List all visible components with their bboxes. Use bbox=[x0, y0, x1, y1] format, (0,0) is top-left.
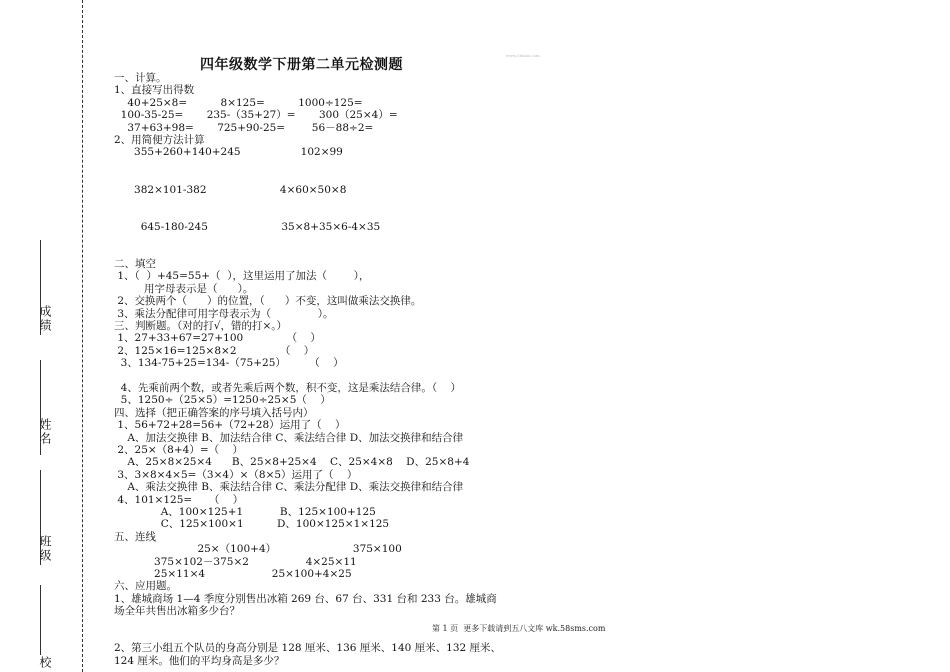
cut-line bbox=[82, 0, 83, 672]
school-underline bbox=[40, 585, 41, 655]
text-line: 40+25×8= 8×125= 1000÷125= bbox=[114, 96, 363, 109]
text-line: 3、乘法分配律可用字母表示为（ ）。 bbox=[114, 307, 334, 320]
text-line: 场全年共售出冰箱多少台？ bbox=[114, 605, 240, 618]
watermark: www.58sms.com bbox=[506, 53, 540, 58]
binding-margin bbox=[0, 0, 90, 672]
page-footer: 第 1 页 更多下载请到五八文库 wk.58sms.com bbox=[432, 624, 606, 633]
text-line: 四、选择（把正确答案的序号填入括号内） bbox=[114, 406, 314, 419]
text-line: A、100×125+1 B、125×100+125 bbox=[114, 506, 376, 518]
text-line: 375×102－375×2 4×25×11 bbox=[114, 555, 357, 568]
text-line: 三、判断题。（对的打√，错的打×。） bbox=[114, 320, 287, 332]
text-line: 3、134-75+25=134-（75+25） （ ） bbox=[114, 357, 344, 370]
text-line: 25×（100+4） 375×100 bbox=[114, 543, 402, 556]
text-line: 124 厘米。他们的平均身高是多少？ bbox=[114, 654, 285, 667]
school-label: 校 bbox=[38, 656, 52, 670]
text-line: 3、3×8×4×5=（3×4）×（8×5）运用了（ ） bbox=[114, 468, 358, 481]
text-line: A、加法交换律 B、加法结合律 C、乘法结合律 D、加法交换律和结合律 bbox=[114, 431, 464, 444]
text-line: 5、1250÷（25×5）=1250÷25×5（ ） bbox=[114, 394, 331, 407]
text-line: 1、（ ）+45=55+（ ），这里运用了加法（ ）， bbox=[114, 270, 370, 283]
text-line: 六、应用题。 bbox=[114, 580, 177, 593]
text-line: 37+63+98= 725+90-25= 56－88÷2= bbox=[114, 121, 374, 134]
text-line: 二、填空 bbox=[114, 258, 156, 270]
text-line: A、25×8×25×4 B、25×8+25×4 C、25×4×8 D、25×8+4 bbox=[114, 456, 470, 469]
text-line: 用字母表示是（ ）。 bbox=[114, 282, 254, 295]
text-line: 2、125×16=125×8×2 （ ） bbox=[114, 344, 315, 357]
text-line: 4、101×125= （ ） bbox=[114, 493, 244, 506]
text-line: 355+260+140+245 102×99 bbox=[114, 146, 343, 159]
text-line: 382×101-382 4×60×50×8 bbox=[114, 183, 347, 196]
score-label: 成绩 bbox=[38, 305, 52, 333]
text-line: 五、连线 bbox=[114, 530, 156, 543]
page-title: 四年级数学下册第二单元检测题 bbox=[200, 57, 403, 73]
text-line: 25×11×4 25×100+4×25 bbox=[114, 568, 352, 580]
text-line: 2、用简便方法计算 bbox=[114, 134, 205, 146]
text-line: 2、交换两个（ ）的位置，（ ）不变，这叫做乘法交换律。 bbox=[114, 295, 422, 308]
text-line: 1、56+72+28=56+（72+28）运用了（ ） bbox=[114, 419, 346, 432]
text-line: 一、计算。 bbox=[114, 72, 167, 84]
text-line: A、乘法交换律 B、乘法结合律 C、乘法分配律 D、乘法交换律和结合律 bbox=[114, 481, 464, 494]
text-line: C、125×100×1 D、100×125×1×125 bbox=[114, 518, 390, 531]
text-line: 1、27+33+67=27+100 （ ） bbox=[114, 332, 321, 345]
text-line: 645-180-245 35×8+35×6-4×35 bbox=[114, 220, 381, 233]
text-line: 2、25×（8+4）=（ ） bbox=[114, 444, 243, 456]
text-line: 4、先乘前两个数，或者先乘后两个数，积不变，这是乘法结合律。（ ） bbox=[114, 382, 461, 394]
text-line: 2、第三小组五个队员的身高分别是 128 厘米、136 厘米、140 厘米、132 厘米、 bbox=[114, 642, 502, 655]
name-label: 姓名 bbox=[38, 418, 52, 446]
text-line: 1、雄城商场 1—4 季度分别售出冰箱 269 台、67 台、331 台和 233 台。雄城商 bbox=[114, 592, 497, 605]
text-line: 100-35-25= 235-（35+27）= 300（25×4）= bbox=[114, 109, 398, 122]
class-label: 班级 bbox=[38, 535, 52, 563]
text-line: 1、直接写出得数 bbox=[114, 84, 195, 97]
